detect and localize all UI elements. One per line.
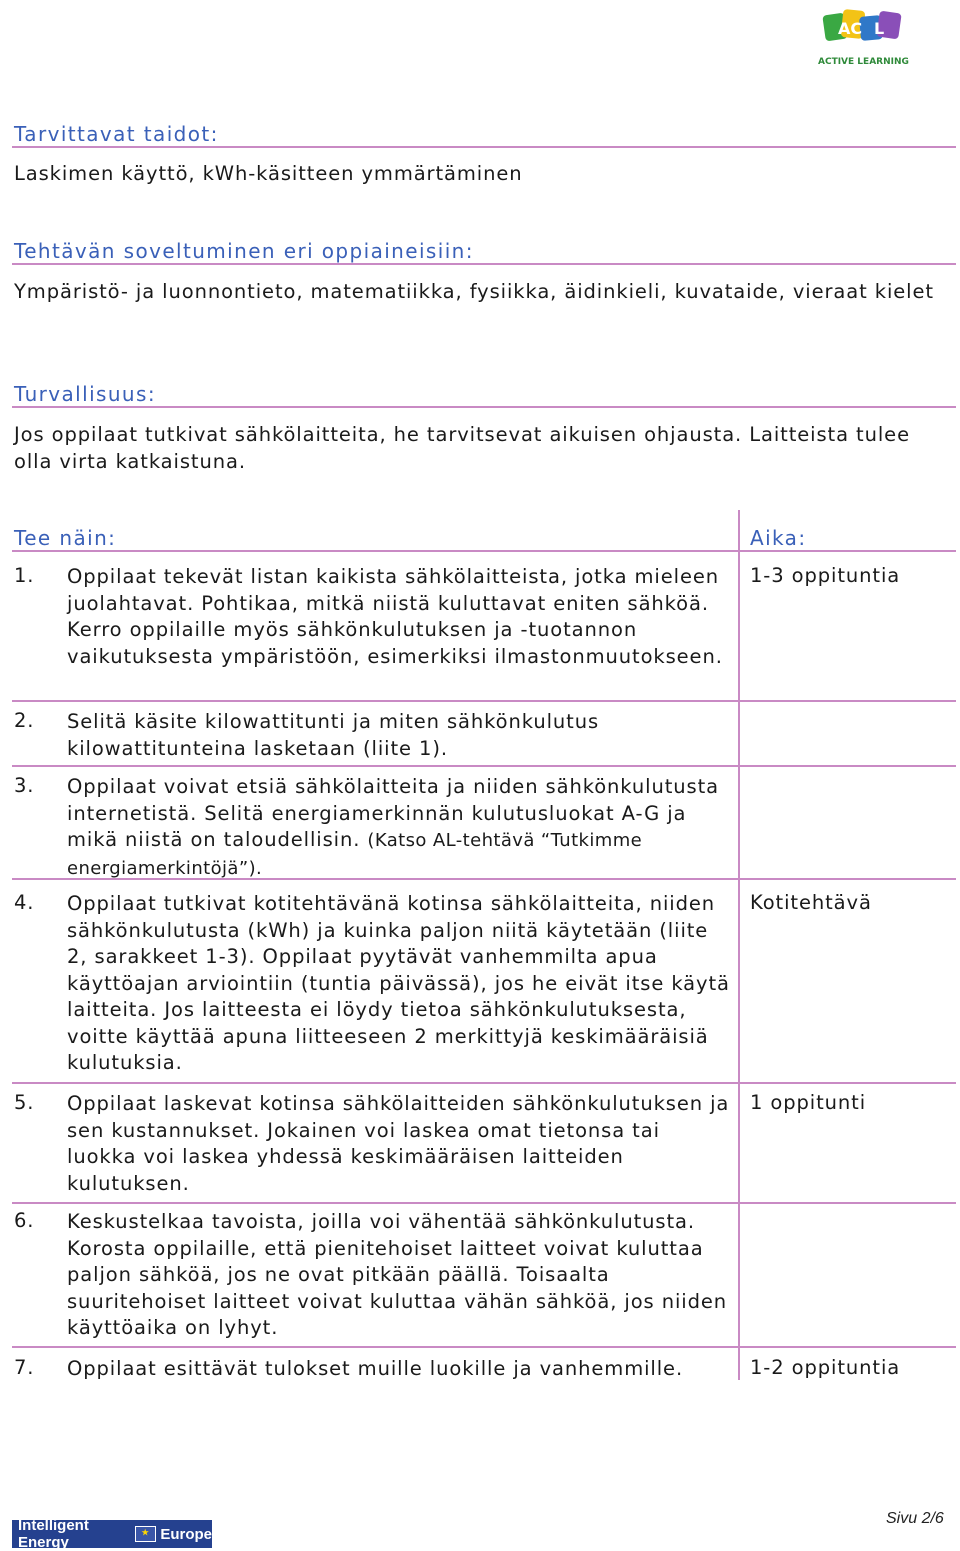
- step-number: 4.: [14, 891, 35, 914]
- safety-heading: Turvallisuus:: [14, 382, 156, 406]
- step-rule: [12, 700, 956, 702]
- step-number: 6.: [14, 1209, 35, 1232]
- step-text: Oppilaat laskevat kotinsa sähkölaitteiden sähkönkulutuksen ja sen kustannukset. Jokainen voi laskea omat tietonsa tai luokka voi laskea yhdessä keskimääräisen laitteiden kulutuksen.: [67, 1092, 730, 1195]
- page-number: Sivu 2/6: [886, 1510, 944, 1527]
- logo-right-text: Europe: [160, 1525, 212, 1543]
- step-time: 1-2 oppituntia: [750, 1356, 901, 1379]
- step-rule: [12, 1082, 956, 1084]
- step-rule: [12, 765, 956, 767]
- step-reference-note: (Katso AL-tehtävä “Tutkimme energiamerkintöjä”).: [67, 830, 643, 879]
- step-number: 5.: [14, 1091, 35, 1114]
- step-text: Keskustelkaa tavoista, joilla voi vähentää sähkönkulutusta. Korosta oppilaille, että pienitehoiset laitteet voivat kuluttaa paljon sähköä, jos ne ovat pitkään päällä. Toisaalta suuritehoiset laitteet voivat kuluttaa vähän sähköä, jos niiden käyttöaika on lyhyt.: [67, 1210, 728, 1339]
- safety-text: Jos oppilaat tutkivat sähkölaitteita, he tarvitsevat aikuisen ohjausta. Laitteista tulee olla virta katkaistuna.: [14, 423, 910, 473]
- step-number: 7.: [14, 1356, 35, 1379]
- step-text-main: Oppilaat voivat etsiä sähkölaitteita ja niiden sähkönkulutusta internetistä. Selitä energiamerkinnän kulutusluokat A-G ja mikä niistä on taloudellisin.: [67, 775, 719, 851]
- step-text: [67, 774, 731, 882]
- step-number: 2.: [14, 709, 35, 732]
- skills-text: Laskimen käyttö, kWh-käsitteen ymmärtäminen: [14, 162, 523, 185]
- step-text: Oppilaat tutkivat kotitehtävänä kotinsa sähkölaitteita, niiden sähkönkulutusta (kWh) ja kuinka paljon niitä käytetään (liite 2, sarakkeet 1-3). Oppilaat pyytävät vanhemmilta apua käyttöajan arviointiin (tuntia päivässä), jos he eivät itse käytä laitteita. Jos laitteesta ei löydy tietoa sähkönkulutuksesta, voitte käyttää apuna liitteeseen 2 merkittyjä keskimääräisiä kulutuksia.: [67, 892, 730, 1074]
- active-learning-logo: [816, 8, 912, 70]
- step-text: Selitä käsite kilowattitunti ja miten sähkönkulutus kilowattitunteina lasketaan (liite 1).: [67, 710, 600, 760]
- step-time: Kotitehtävä: [750, 891, 872, 914]
- step-rule: [12, 878, 956, 880]
- intelligent-energy-europe-logo: [12, 1517, 212, 1551]
- logo-left-text: Intelligent Energy: [18, 1517, 89, 1551]
- step-text: Oppilaat tekevät listan kaikista sähkölaitteista, jotka mieleen juolahtavat. Pohtikaa, mitkä niistä kuluttavat eniten sähköä. Kerro oppilaille myös sähkönkulutuksen ja -tuotannon vaikutuksesta ympäristöön, esimerkiksi ilmastonmuutokseen.: [67, 565, 723, 668]
- subjects-rule: [12, 263, 956, 265]
- column-divider: [738, 510, 740, 1380]
- safety-rule: [12, 406, 956, 408]
- skills-heading: Tarvittavat taidot:: [14, 122, 219, 146]
- step-time: 1 oppitunti: [750, 1091, 867, 1114]
- svg-text:L: L: [874, 19, 885, 38]
- subjects-heading: Tehtävän soveltuminen eri oppiaineisiin:: [14, 239, 474, 263]
- skills-rule: [12, 146, 956, 148]
- svg-text:AC: AC: [838, 19, 863, 38]
- steps-rule: [12, 550, 956, 552]
- time-heading: Aika:: [750, 526, 807, 550]
- step-text: Oppilaat esittävät tulokset muille luokille ja vanhemmille.: [67, 1357, 684, 1380]
- steps-heading: Tee näin:: [14, 526, 117, 550]
- step-time: 1-3 oppituntia: [750, 564, 901, 587]
- step-number: 3.: [14, 774, 35, 797]
- subjects-text: Ympäristö- ja luonnontieto, matematiikka, fysiikka, äidinkieli, kuvataide, vieraat kielet: [14, 280, 934, 303]
- step-rule: [12, 1202, 956, 1204]
- svg-text:ACTIVE LEARNING: ACTIVE LEARNING: [818, 57, 909, 67]
- eu-flag-icon: [135, 1526, 157, 1542]
- step-rule: [12, 1346, 956, 1348]
- step-number: 1.: [14, 564, 35, 587]
